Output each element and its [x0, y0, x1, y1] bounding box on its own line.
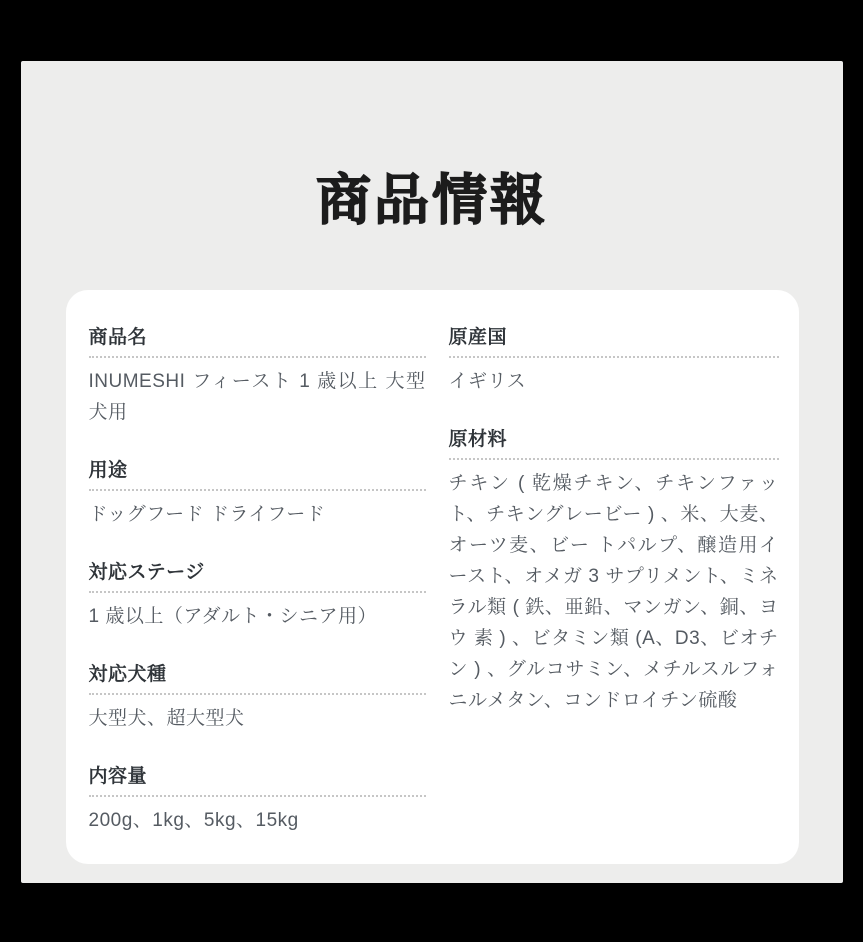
- field-product-name-label: 商品名: [89, 326, 426, 358]
- field-ingredients: [449, 428, 779, 716]
- field-country-of-origin-label: 原産国: [449, 326, 779, 358]
- card-left-column: [89, 326, 426, 836]
- field-country-of-origin: [449, 326, 779, 397]
- field-life-stage-value: 1 歳以上（アダルト・シニア用）: [88, 606, 378, 628]
- field-dog-breed: [89, 663, 426, 734]
- field-dog-breed-label: 対応犬種: [89, 663, 426, 695]
- field-content-volume: [89, 765, 426, 836]
- field-country-of-origin-value: イギリス: [448, 371, 527, 393]
- field-product-name: [89, 326, 426, 428]
- field-usage: [89, 459, 426, 530]
- product-info-panel: [21, 61, 843, 883]
- page-title: 商品情報: [315, 169, 548, 231]
- field-life-stage-label: 対応ステージ: [89, 561, 426, 593]
- field-content-volume-value: 200g、1kg、5kg、15kg: [88, 810, 299, 832]
- card-right-column: [449, 326, 779, 716]
- field-ingredients-value: チキン ( 乾燥チキン、チキンファット、チキングレービー ) 、米、大麦、オーツ麦、ビー トパルプ、醸造用イースト、オメガ 3 サプリメント、ミネラル類 ( 鉄、亜鉛、マンガン、銅、ヨウ 素 ) 、ビタミン類 (A、D3、ビオチン ) 、グルコサミン、メチルスルフォニルメタン、コンドロイチン硫酸: [448, 473, 779, 712]
- field-life-stage: [89, 561, 426, 632]
- field-product-name-value: INUMESHI フィースト 1 歳以上 大型犬用: [88, 371, 426, 424]
- field-ingredients-label: 原材料: [449, 428, 779, 460]
- field-dog-breed-value: 大型犬、超大型犬: [88, 708, 245, 730]
- field-usage-label: 用途: [89, 459, 426, 491]
- product-info-card: [66, 290, 799, 864]
- field-usage-value: ドッグフード ドライフード: [88, 504, 326, 526]
- field-content-volume-label: 内容量: [89, 765, 426, 797]
